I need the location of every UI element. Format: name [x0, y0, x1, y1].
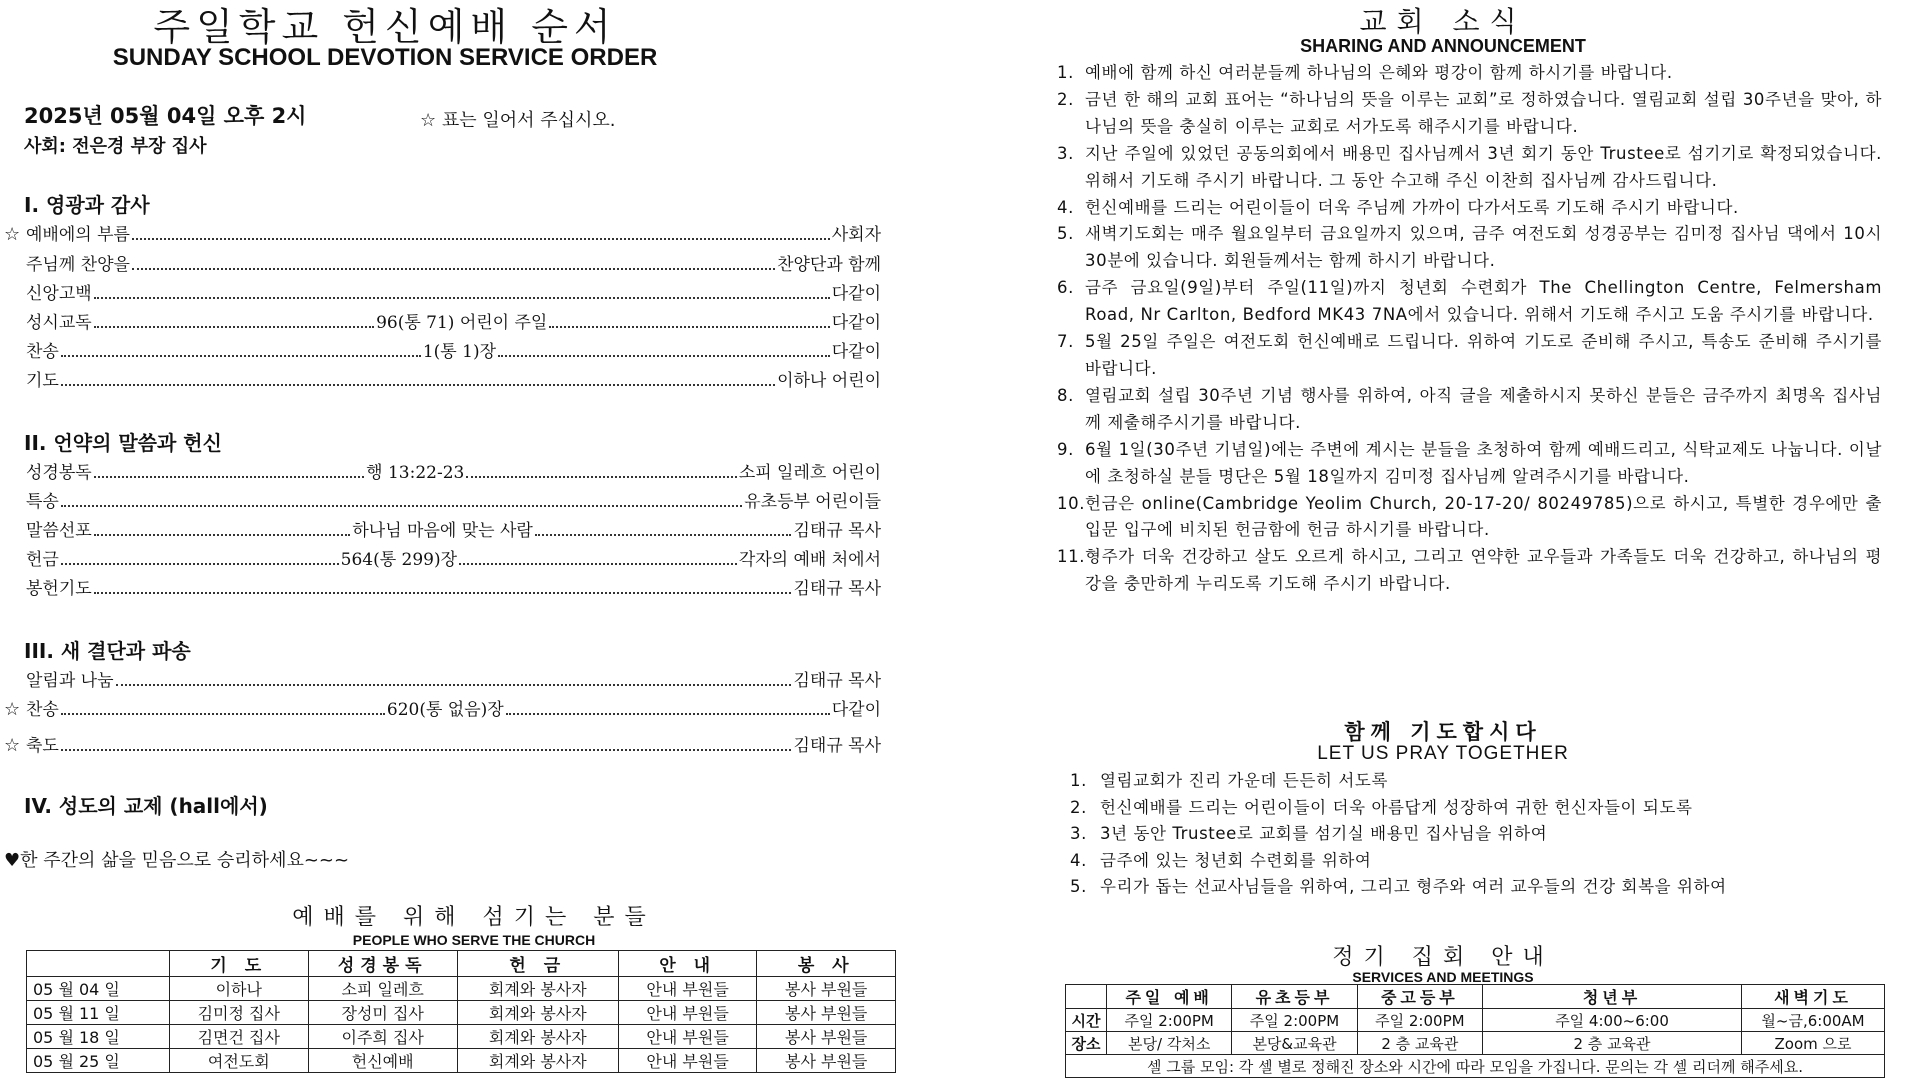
serve-table	[26, 950, 896, 1073]
list-item	[1057, 383, 1882, 437]
list-item	[1070, 821, 1727, 848]
prayer-title-en: LET US PRAY TOGETHER	[1317, 743, 1569, 764]
leader-dots	[94, 297, 830, 299]
list-number: 3.	[1070, 824, 1087, 844]
stand-star-icon: ☆	[4, 699, 21, 720]
cell-group-note: 셀 그룹 모임: 각 셀 별로 정해진 장소와 시간에 따라 모임을 가집니다. 문의는 각 셀 리더께 해주세요.	[1066, 1055, 1885, 1078]
list-number: 6.	[1057, 278, 1074, 298]
table-cell: 김미정 집사	[170, 1001, 309, 1025]
table-cell: 05 월 04 일	[27, 977, 170, 1001]
table-cell: 05 월 25 일	[27, 1049, 170, 1073]
order-item-detail: 행 13:22-23	[366, 463, 465, 483]
list-item	[1070, 874, 1727, 901]
order-item	[26, 367, 881, 391]
list-number: 11.	[1057, 547, 1086, 567]
order-item-label: 성시교독	[26, 313, 92, 333]
leader-dots	[506, 713, 830, 715]
order-item-label: 봉헌기도	[26, 579, 92, 599]
blessing-text: ♥한 주간의 삶을 믿음으로 승리하세요~~~	[4, 850, 350, 871]
leader-dots	[459, 563, 737, 565]
order-item-detail: 96(통 71) 어린이 주일	[376, 313, 548, 333]
row-header: 장소	[1066, 1032, 1107, 1055]
announcement-title-ko: 교회 소식	[1359, 5, 1527, 38]
order-item-detail: 1(통 1)장	[422, 342, 497, 362]
prayer-title-ko: 함께 기도합시다	[1344, 720, 1542, 744]
list-text: 열림교회 설립 30주년 기념 행사를 위하여, 아직 글을 제출하시지 못하신 분들은 금주까지 최명옥 집사님께 제출해주시기를 바랍니다.	[1085, 385, 1882, 432]
serve-title-en: PEOPLE WHO SERVE THE CHURCH	[352, 932, 596, 948]
section-heading: II. 언약의 말씀과 헌신	[24, 431, 222, 455]
order-item-label: 찬송	[26, 342, 59, 362]
list-number: 4.	[1070, 850, 1087, 870]
leader-dots	[498, 355, 830, 357]
table-row	[1066, 1055, 1885, 1078]
announcement-page	[962, 0, 1924, 1085]
order-item	[4, 732, 881, 756]
list-number: 5.	[1057, 224, 1074, 244]
order-item-label: 알림과 나눔	[26, 671, 114, 691]
order-item-detail: 564(통 299)장	[340, 550, 458, 570]
table-cell: 소피 일레흐	[308, 977, 457, 1001]
list-text: 우리가 돕는 선교사님들을 위하여, 그리고 형주와 여러 교우들의 건강 회복을 위하여	[1100, 877, 1727, 897]
serve-title-ko: 예배를 위해 섬기는 분들	[292, 905, 656, 930]
leader-dots	[61, 355, 421, 357]
meeting-title-en: SERVICES AND MEETINGS	[1352, 969, 1534, 985]
service-date: 2025년 05월 04일 오후 2시	[24, 104, 307, 128]
section-heading: III. 새 결단과 파송	[24, 639, 191, 663]
order-item-leader: 김태규 목사	[793, 579, 881, 599]
order-item-leader: 다같이	[831, 342, 881, 362]
list-number: 7.	[1057, 332, 1074, 352]
table-header	[1066, 985, 1107, 1009]
list-item	[1057, 437, 1882, 491]
list-text: 헌금은 online(Cambridge Yeolim Church, 20-17-20/ 80249785)으로 하시고, 특별한 경우에만 출입문 입구에 비치된 헌금함에 헌금 하시기를 바랍니다.	[1085, 493, 1882, 540]
order-item	[4, 221, 881, 245]
table-row	[27, 1049, 896, 1073]
table-cell: 이하나	[170, 977, 309, 1001]
leader-dots	[94, 476, 364, 478]
list-text: 헌신예배를 드리는 어린이들이 더욱 주님께 가까이 다가서도록 기도해 주시기 바랍니다.	[1085, 197, 1739, 217]
order-item-label: 헌금	[26, 550, 59, 570]
order-item-label: 주님께 찬양을	[26, 255, 130, 275]
list-item	[1057, 195, 1882, 222]
list-number: 1.	[1057, 63, 1074, 82]
order-item	[26, 338, 881, 362]
table-header: 헌 금	[457, 951, 618, 977]
table-row	[27, 977, 896, 1001]
announcement-list	[1057, 60, 1882, 598]
table-header: 성경봉독	[308, 951, 457, 977]
row-header: 시간	[1066, 1009, 1107, 1032]
leader-dots	[94, 326, 374, 328]
order-title-ko: 주일학교 헌신예배 순서	[153, 5, 617, 49]
list-text: 예배에 함께 하신 여러분들께 하나님의 은혜와 평강이 함께 하시기를 바랍니다.	[1085, 63, 1673, 82]
table-cell: 안내 부원들	[618, 1025, 757, 1049]
leader-dots	[132, 268, 775, 270]
order-item	[26, 488, 881, 512]
table-header: 봉 사	[757, 951, 896, 977]
table-header: 유초등부	[1232, 985, 1357, 1009]
list-item	[1057, 87, 1882, 141]
order-item-leader: 소피 일레흐 어린이	[738, 463, 881, 483]
order-item	[26, 280, 881, 304]
table-cell: 회계와 봉사자	[457, 1001, 618, 1025]
list-item	[1057, 221, 1882, 275]
order-item-leader: 다같이	[831, 284, 881, 304]
table-cell: 여전도회	[170, 1049, 309, 1073]
list-item	[1057, 491, 1882, 545]
leader-dots	[535, 534, 792, 536]
table-cell: 2 층 교육관	[1483, 1032, 1742, 1055]
order-item-leader: 사회자	[831, 225, 881, 245]
order-item-label: 예배에의 부름	[26, 225, 130, 245]
table-row	[1066, 1032, 1885, 1055]
table-cell: 봉사 부원들	[757, 977, 896, 1001]
order-item-leader: 김태규 목사	[793, 736, 881, 756]
list-text: 열림교회가 진리 가운데 든든히 서도록	[1100, 771, 1389, 790]
list-item	[1057, 329, 1882, 383]
order-item-label: 말씀선포	[26, 521, 92, 541]
order-item-label: 특송	[26, 492, 59, 512]
leader-dots	[549, 326, 829, 328]
stand-star-icon: ☆	[4, 224, 21, 245]
order-item-leader: 다같이	[831, 700, 882, 720]
order-item	[26, 667, 881, 691]
meeting-table	[1065, 984, 1885, 1078]
list-text: 형주가 더욱 건강하고 살도 오르게 하시고, 그리고 연약한 교우들과 가족들도 더욱 건강하고, 하나님의 평강을 충만하게 누리도록 기도해 주시기 바랍니다.	[1085, 547, 1882, 594]
order-title-en: SUNDAY SCHOOL DEVOTION SERVICE ORDER	[112, 44, 658, 71]
table-header-row	[27, 951, 896, 977]
leader-dots	[116, 684, 792, 686]
leader-dots	[466, 476, 736, 478]
order-item-detail: 하나님 마음에 맞는 사람	[352, 521, 533, 541]
order-item	[26, 575, 881, 599]
table-cell: 봉사 부원들	[757, 1049, 896, 1073]
table-row	[27, 1001, 896, 1025]
list-number: 1.	[1070, 771, 1087, 790]
list-item	[1057, 60, 1882, 87]
table-row	[27, 1025, 896, 1049]
order-item-leader: 다같이	[831, 313, 882, 333]
table-cell: 월~금,6:00AM	[1742, 1009, 1885, 1032]
order-item	[26, 517, 881, 541]
table-cell: 회계와 봉사자	[457, 977, 618, 1001]
table-row	[1066, 1009, 1885, 1032]
list-item	[1070, 795, 1727, 822]
table-header: 기 도	[170, 951, 309, 977]
table-cell: 주일 4:00~6:00	[1483, 1009, 1742, 1032]
meeting-title-ko: 정기 집회 안내	[1332, 945, 1554, 970]
list-item	[1070, 768, 1727, 795]
list-number: 3.	[1057, 143, 1074, 163]
order-item	[26, 251, 881, 275]
order-item-leader: 각자의 예배 처에서	[738, 550, 881, 570]
list-text: 금년 한 해의 교회 표어는 “하나님의 뜻을 이루는 교회”로 정하였습니다. 열림교회 설립 30주년을 맞아, 하나님의 뜻을 충실히 이루는 교회로 서가도록 해주시기를 바랍니다.	[1085, 89, 1882, 136]
table-cell: 2 층 교육관	[1357, 1032, 1482, 1055]
table-cell: 주일 2:00PM	[1107, 1009, 1232, 1032]
table-cell: 05 월 18 일	[27, 1025, 170, 1049]
section-heading: IV. 성도의 교제 (hall에서)	[24, 794, 268, 818]
section-heading: I. 영광과 감사	[24, 193, 150, 217]
order-item-detail: 620(통 없음)장	[386, 700, 504, 720]
table-header: 주일 예배	[1107, 985, 1232, 1009]
table-cell: 본당/ 각처소	[1107, 1032, 1232, 1055]
list-number: 10.	[1057, 493, 1086, 513]
list-text: 금주에 있는 청년회 수련회를 위하여	[1100, 850, 1372, 870]
table-cell: 헌신예배	[308, 1049, 457, 1073]
table-cell: 이주희 집사	[308, 1025, 457, 1049]
table-cell: 본당&교육관	[1232, 1032, 1357, 1055]
order-item-leader: 찬양단과 함께	[777, 255, 881, 275]
order-item	[26, 309, 881, 333]
list-number: 2.	[1070, 797, 1087, 817]
list-text: 6월 1일(30주년 기념일)에는 주변에 계시는 분들을 초청하여 함께 예배드리고, 식탁교제도 나눕니다. 이날에 초청하실 분들 명단은 5월 18일까지 김미정 집사님께 알려주시기를 바랍니다.	[1085, 439, 1882, 486]
table-cell: 안내 부원들	[618, 977, 757, 1001]
table-cell: 장성미 집사	[308, 1001, 457, 1025]
list-item	[1057, 544, 1882, 598]
list-item	[1057, 141, 1882, 195]
list-text: 5월 25일 주일은 여전도회 헌신예배로 드립니다. 위하여 기도로 준비해 주시고, 특송도 준비해 주시기를 바랍니다.	[1085, 332, 1882, 378]
stand-star-icon: ☆	[4, 735, 21, 756]
list-item	[1057, 275, 1882, 329]
table-cell: 안내 부원들	[618, 1001, 757, 1025]
order-item	[4, 696, 882, 720]
list-text: 헌신예배를 드리는 어린이들이 더욱 아름답게 성장하여 귀한 헌신자들이 되도록	[1100, 797, 1693, 817]
order-item-label: 기도	[26, 371, 59, 391]
leader-dots	[61, 713, 385, 715]
order-item	[26, 546, 881, 570]
prayer-list	[1070, 768, 1727, 901]
list-number: 5.	[1070, 877, 1087, 897]
list-number: 9.	[1057, 439, 1074, 459]
leader-dots	[61, 505, 742, 507]
list-number: 2.	[1057, 89, 1074, 109]
stand-note: ☆ 표는 일어서 주십시오.	[420, 110, 616, 131]
table-cell: 주일 2:00PM	[1232, 1009, 1357, 1032]
list-text: 지난 주일에 있었던 공동의회에서 배용민 집사님께서 3년 회기 동안 Trustee로 섬기기로 확정되었습니다. 위해서 기도해 주시기 바랍니다. 그 동안 수고해 주신 이찬희 집사님께 감사드립니다.	[1085, 143, 1882, 190]
table-header: 중고등부	[1357, 985, 1482, 1009]
order-item-label: 신앙고백	[26, 284, 92, 304]
leader-dots	[61, 384, 775, 386]
order-item-leader: 김태규 목사	[793, 671, 881, 691]
order-item-leader: 김태규 목사	[793, 521, 881, 541]
leader-dots	[61, 749, 792, 751]
order-item-label: 축도	[26, 736, 59, 756]
table-header: 청년부	[1483, 985, 1742, 1009]
table-header: 안 내	[618, 951, 757, 977]
table-header: 새벽기도	[1742, 985, 1885, 1009]
table-cell: 05 월 11 일	[27, 1001, 170, 1025]
table-header-row	[1066, 985, 1885, 1009]
table-header	[27, 951, 170, 977]
table-cell: 김면건 집사	[170, 1025, 309, 1049]
order-item-leader: 이하나 어린이	[777, 371, 881, 391]
table-cell: 회계와 봉사자	[457, 1025, 618, 1049]
service-host: 사회: 전은경 부장 집사	[24, 136, 207, 157]
table-cell: 봉사 부원들	[757, 1025, 896, 1049]
table-cell: Zoom 으로	[1742, 1032, 1885, 1055]
leader-dots	[94, 534, 351, 536]
list-text: 금주 금요일(9일)부터 주일(11일)까지 청년회 수련회가 The Chellington Centre, Felmersham Road, Nr Carlton, Bedford MK43 7NA에서 있습니다. 위해서 기도해 주시고 도움 주시기를 바랍니다.	[1085, 278, 1882, 325]
leader-dots	[61, 563, 339, 565]
leader-dots	[94, 592, 792, 594]
table-cell: 회계와 봉사자	[457, 1049, 618, 1073]
order-item	[26, 459, 881, 483]
table-cell: 봉사 부원들	[757, 1001, 896, 1025]
order-item-label: 찬송	[26, 700, 59, 720]
list-number: 8.	[1057, 385, 1074, 405]
list-text: 3년 동안 Trustee로 교회를 섬기실 배용민 집사님을 위하여	[1100, 824, 1548, 844]
list-text: 새벽기도회는 매주 월요일부터 금요일까지 있으며, 금주 여전도회 성경공부는 김미정 집사님 댁에서 10시 30분에 있습니다. 회원들께서는 함께 하시기 바랍니다.	[1085, 224, 1882, 271]
list-number: 4.	[1057, 197, 1074, 217]
announcement-title-en: SHARING AND ANNOUNCEMENT	[1300, 36, 1586, 56]
order-item-leader: 유초등부 어린이들	[744, 492, 881, 512]
leader-dots	[132, 238, 830, 240]
list-item	[1070, 848, 1727, 875]
table-cell: 안내 부원들	[618, 1049, 757, 1073]
table-cell: 주일 2:00PM	[1357, 1009, 1482, 1032]
order-item-label: 성경봉독	[26, 463, 92, 483]
